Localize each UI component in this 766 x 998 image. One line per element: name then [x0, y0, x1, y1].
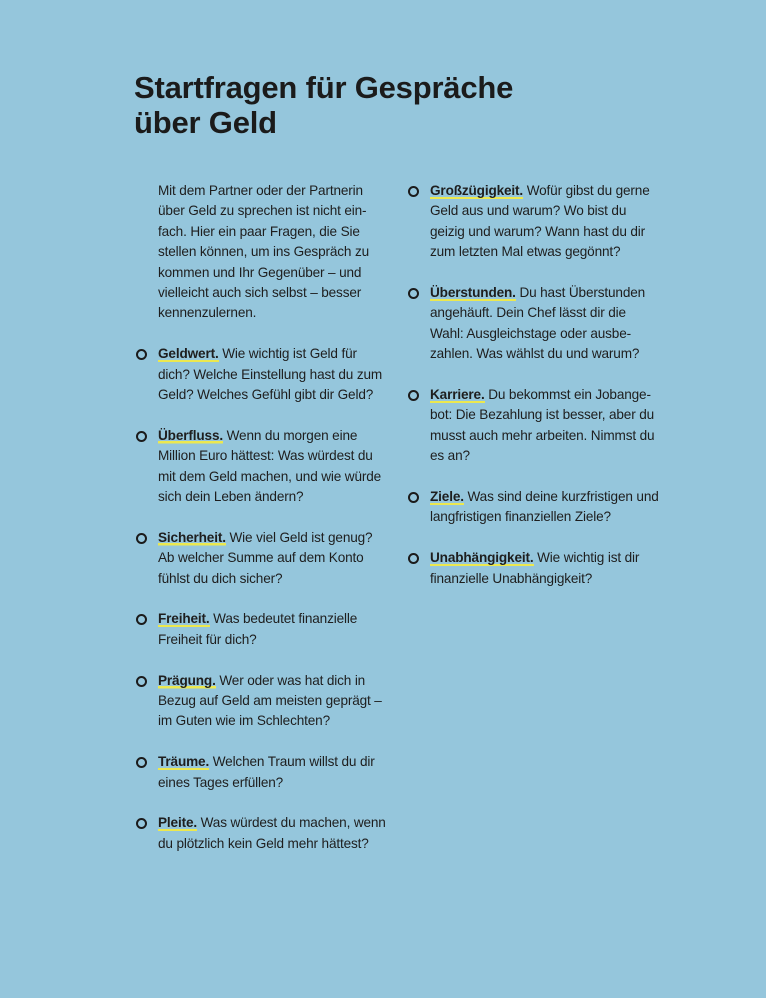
question-item [408, 181, 660, 263]
circle-bullet-icon [136, 757, 147, 768]
question-keyword: Pleite. [158, 815, 197, 831]
question-keyword: Träume. [158, 754, 210, 770]
title-line-2: über Geld [134, 105, 277, 140]
question-keyword: Prägung. [158, 672, 216, 688]
circle-bullet-icon [408, 553, 419, 564]
question-text: Wie viel Geld ist genug? Ab welcher Summe auf dem Konto fühlst du dich sicher? [158, 529, 373, 586]
question-text: Wie wichtig ist dir finanzielle Unabhängigkeit? [430, 550, 640, 586]
question-item [136, 609, 386, 650]
question-item [408, 548, 660, 589]
circle-bullet-icon [408, 186, 419, 197]
question-text: Du bekommst ein Jobange-bot: Die Bezahlung ist besser, aber du musst auch mehr arbeiten. Nimmst du es an? [430, 387, 655, 464]
question-text: Wer oder was hat dich in Bezug auf Geld am meisten geprägt – im Guten wie im Schlechten? [158, 672, 382, 729]
question-keyword: Großzügigkeit. [430, 183, 524, 198]
question-text: Was sind deine kurzfristigen und langfristigen finanziellen Ziele? [430, 489, 659, 525]
question-item [136, 671, 386, 732]
question-keyword: Geldwert. [158, 346, 219, 362]
question-item [408, 385, 660, 467]
circle-bullet-icon [136, 533, 147, 544]
question-keyword: Sicherheit. [158, 529, 226, 545]
question-text: Was bedeutet finanzielle Freiheit für dich? [158, 611, 358, 647]
question-keyword: Überstunden. [430, 285, 516, 301]
question-item [136, 752, 386, 793]
circle-bullet-icon [408, 390, 419, 401]
question-text: Wie wichtig ist Geld für dich? Welche Einstellung hast du zum Geld? Welches Gefühl gibt dir Geld? [158, 346, 383, 403]
left-column [136, 181, 386, 875]
question-keyword: Ziele. [430, 489, 464, 505]
question-keyword: Unabhängigkeit. [430, 550, 534, 566]
right-column [408, 181, 660, 609]
title-line-1: Startfragen für Gespräche [134, 70, 514, 105]
circle-bullet-icon [136, 676, 147, 687]
question-item [136, 528, 386, 589]
question-text: Du hast Überstunden angehäuft. Dein Chef lässt dir die Wahl: Ausgleichstage oder ausbe-zahlen. Was wählst du und warum? [430, 285, 646, 362]
question-text: Wenn du morgen eine Million Euro hättest: Was würdest du mit dem Geld machen, und wie würde sich dein Leben ändern? [158, 427, 382, 505]
question-item [136, 344, 386, 405]
intro-paragraph: Mit dem Partner oder der Partnerin über Geld zu sprechen ist nicht ein-fach. Hier ein paar Fragen, die Sie stellen können, um ins Gespräch zu kommen und Ihr Gegenüber – und vielleicht auch sich selbst – besser kennenzulernen. [158, 183, 370, 321]
question-item [136, 813, 386, 854]
circle-bullet-icon [136, 614, 147, 625]
question-item [136, 426, 386, 508]
circle-bullet-icon [136, 431, 147, 442]
question-text: Welchen Traum willst du dir eines Tages erfüllen? [158, 754, 375, 790]
question-keyword: Freiheit. [158, 611, 210, 627]
circle-bullet-icon [408, 492, 419, 503]
page-title [134, 70, 564, 140]
circle-bullet-icon [408, 288, 419, 299]
question-text: Wofür gibst du gerne Geld aus und warum? Wo bist du geizig und warum? Wann hast du dir zum letzten Mal etwas gegönnt? [430, 183, 650, 260]
circle-bullet-icon [136, 349, 147, 360]
question-item [408, 283, 660, 365]
question-keyword: Überfluss. [158, 427, 223, 443]
circle-bullet-icon [136, 818, 147, 829]
question-keyword: Karriere. [430, 387, 485, 403]
question-item [408, 487, 660, 528]
question-text: Was würdest du machen, wenn du plötzlich kein Geld mehr hättest? [158, 815, 386, 851]
